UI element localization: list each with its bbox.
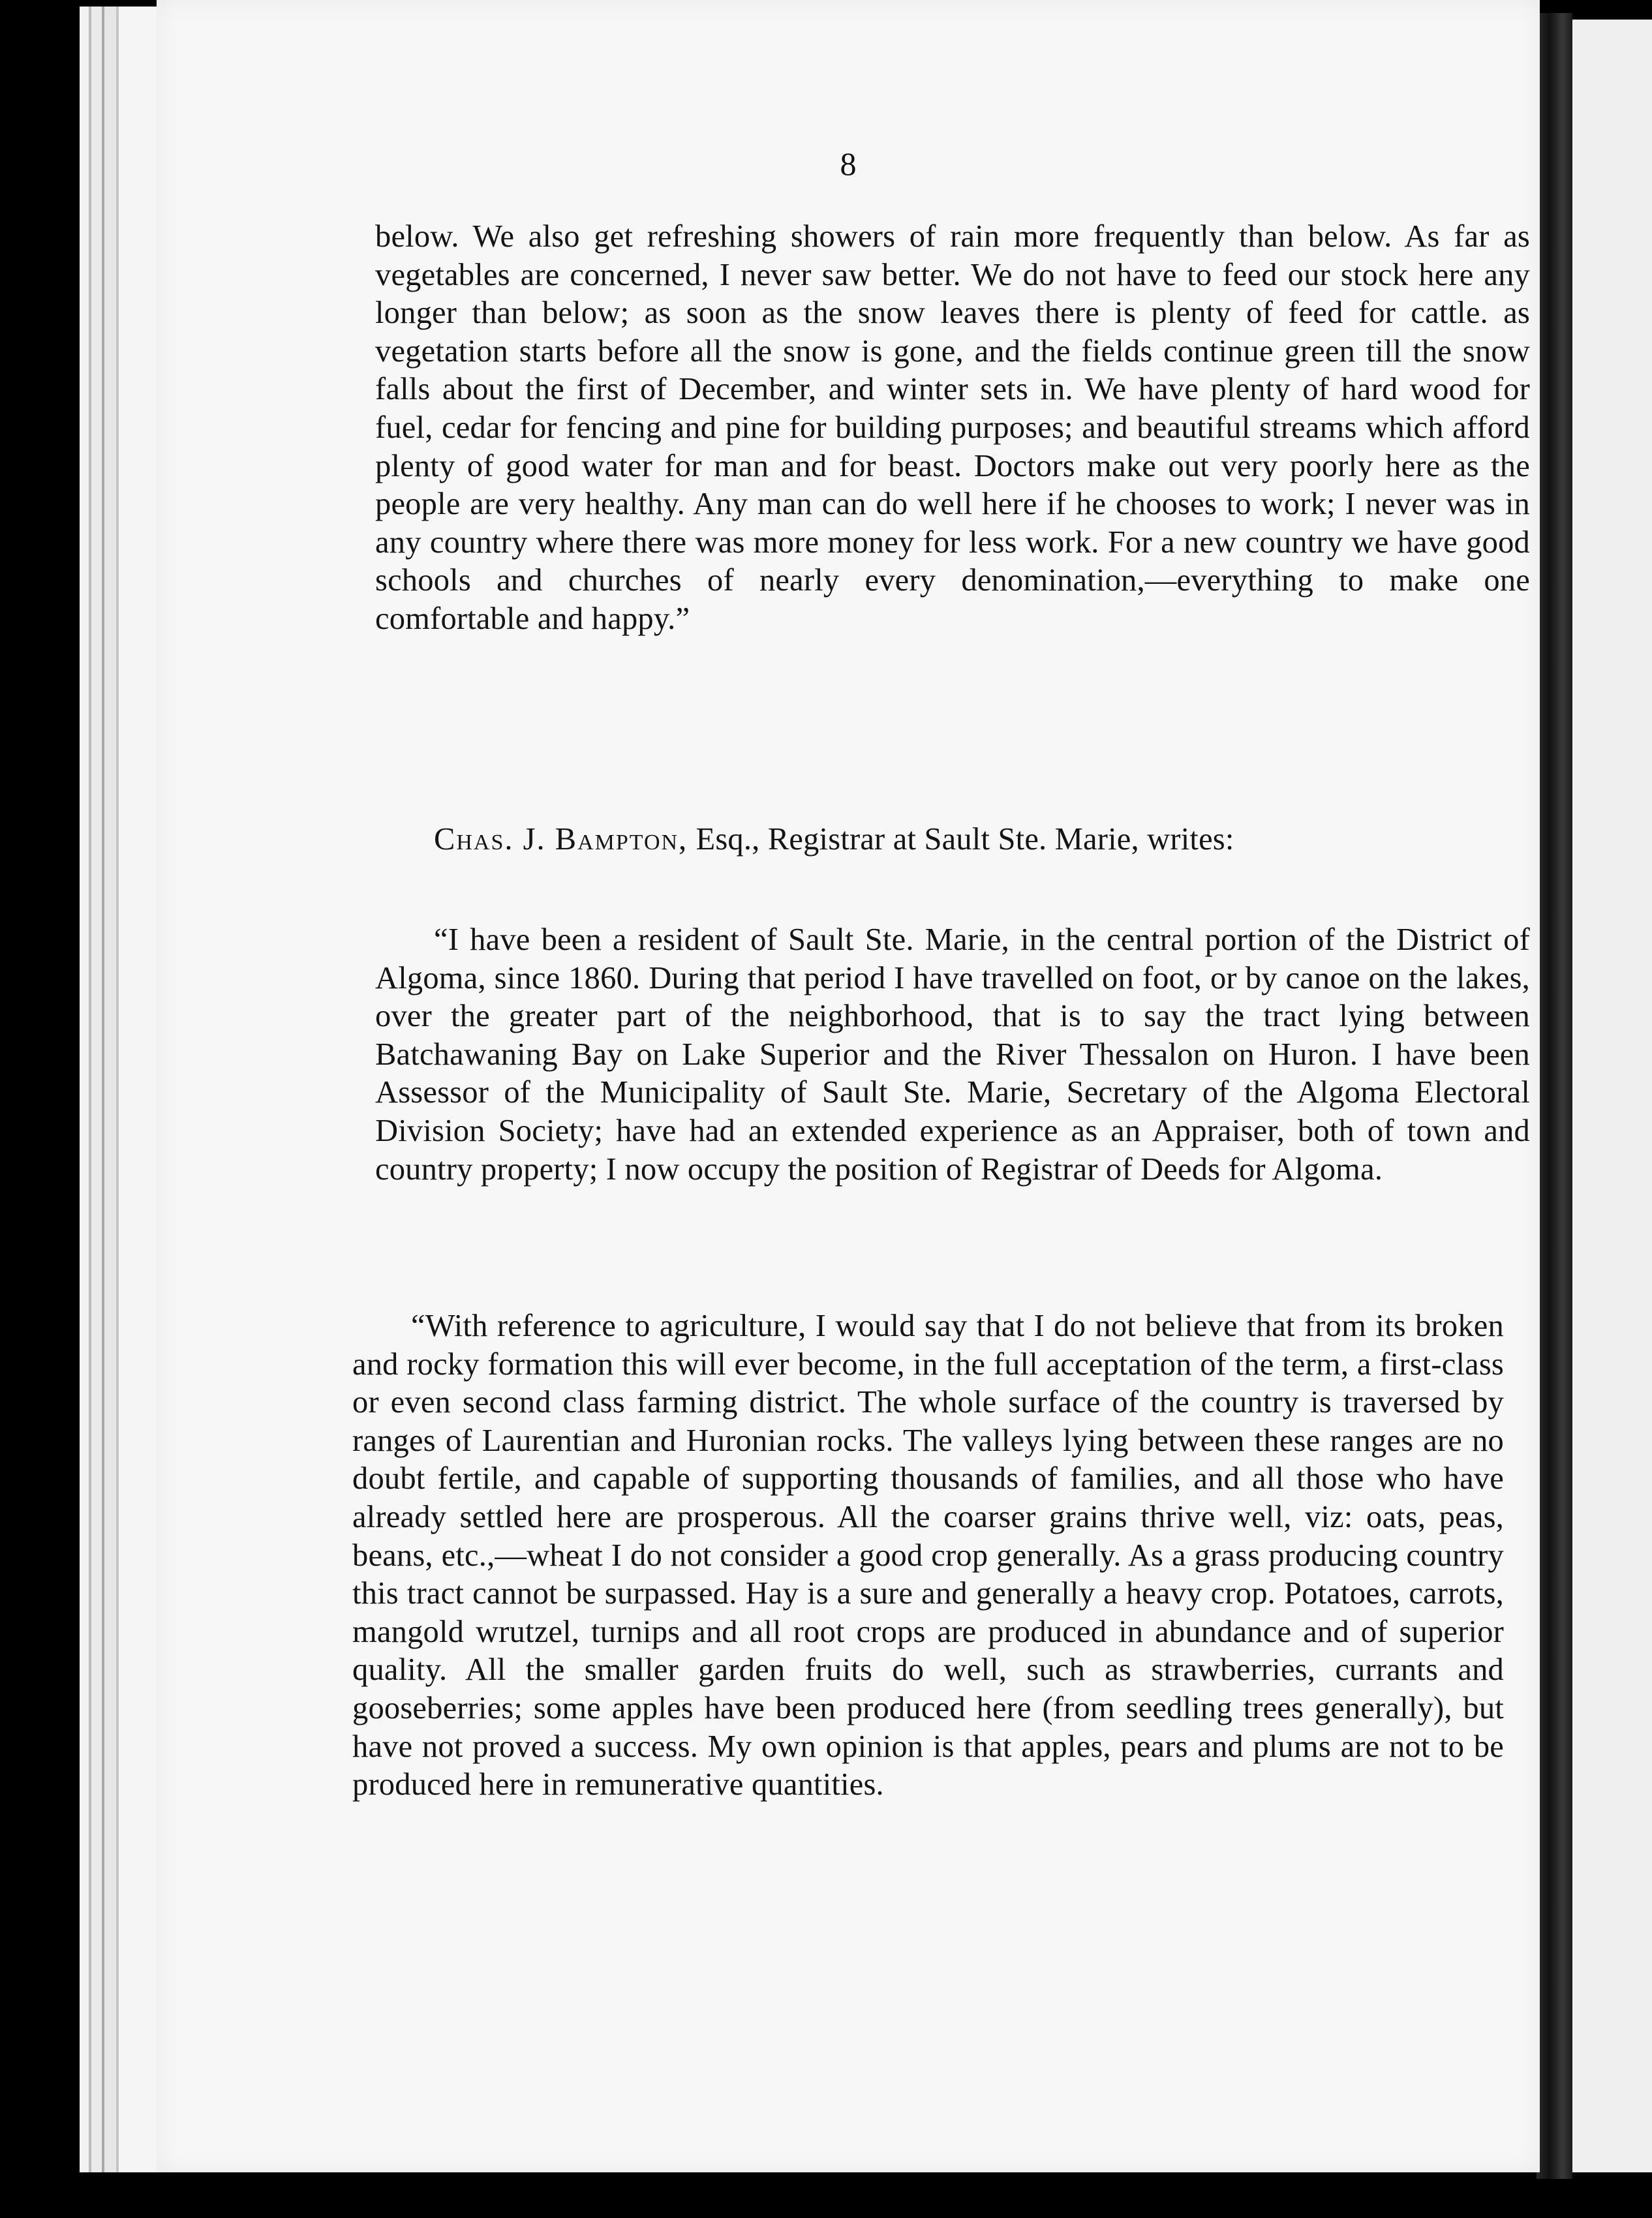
- book-page-edges: [80, 7, 158, 2172]
- paragraph-quote-1: “I have been a resident of Sault Ste. Marie, in the central portion of the District of Algoma, since 1860. During that period I have travelled on foot, or by canoe on the lakes, over the greater part of the neighborhood, that is to say the tract lying between Batchawaning Bay on Lake Superior and the River Thessalon on Huron. I have been Assessor of the Municipality of Sault Ste. Marie, Secretary of the Algoma Electoral Division Society; have had an extended experience as an Appraiser, both of town and country property; I now occupy the position of Registrar of Deeds for Algoma.: [375, 922, 1530, 1187]
- paragraph-continued: below. We also get refreshing showers of rain more frequently than below. As far as vegetables are concerned, I never saw better. We do not have to feed our stock here any longer than below; as soon as the snow leaves there is plenty of feed for cattle. as vegetation starts before all the snow is gone, and the fields continue green till the snow falls about the first of December, and winter sets in. We have plenty of hard wood for fuel, cedar for fencing and pine for building purposes; and beautiful streams which afford plenty of good water for man and for beast. Doctors make out very poorly here as the people are very healthy. Any man can do well here if he chooses to work; I never was in any country where there was more money for less work. For a new country we have good schools and churches of nearly every denomination,—everything to make one comfortable and happy.”: [375, 219, 1530, 636]
- page-number: 8: [840, 145, 857, 182]
- facing-page-edge: [1572, 20, 1652, 2172]
- paragraph-attribution: [375, 821, 1530, 859]
- attribution-text: Esq., Registrar at Sault Ste. Marie, writes:: [688, 822, 1234, 857]
- book-gutter-shadow: [1537, 13, 1572, 2179]
- paragraph-quote-2: “With reference to agriculture, I would say that I do not believe that from its broken and rocky formation this will ever become, in the full acceptation of the term, a first-class or even second class farming district. The whole surface of the country is traversed by ranges of Laurentian and Huronian rocks. The valleys lying between these ranges are no doubt fertile, and capable of supporting thousands of families, and all those who have already settled here are prosperous. All the coarser grains thrive well, viz: oats, peas, beans, etc.,—wheat I do not consider a good crop generally. As a grass producing country this tract cannot be surpassed. Hay is a sure and generally a heavy crop. Potatoes, carrots, mangold wrutzel, turnips and all root crops are produced in abundance and of superior quality. All the smaller garden fruits do well, such as strawberries, currants and gooseberries; some apples have been produced here (from seedling trees generally), but have not proved a success. My own opinion is that apples, pears and plums are not to be produced here in remunerative quantities.: [352, 1309, 1504, 1802]
- book-page: [157, 0, 1540, 2172]
- correspondent-name: Chas. J. Bampton,: [434, 822, 688, 857]
